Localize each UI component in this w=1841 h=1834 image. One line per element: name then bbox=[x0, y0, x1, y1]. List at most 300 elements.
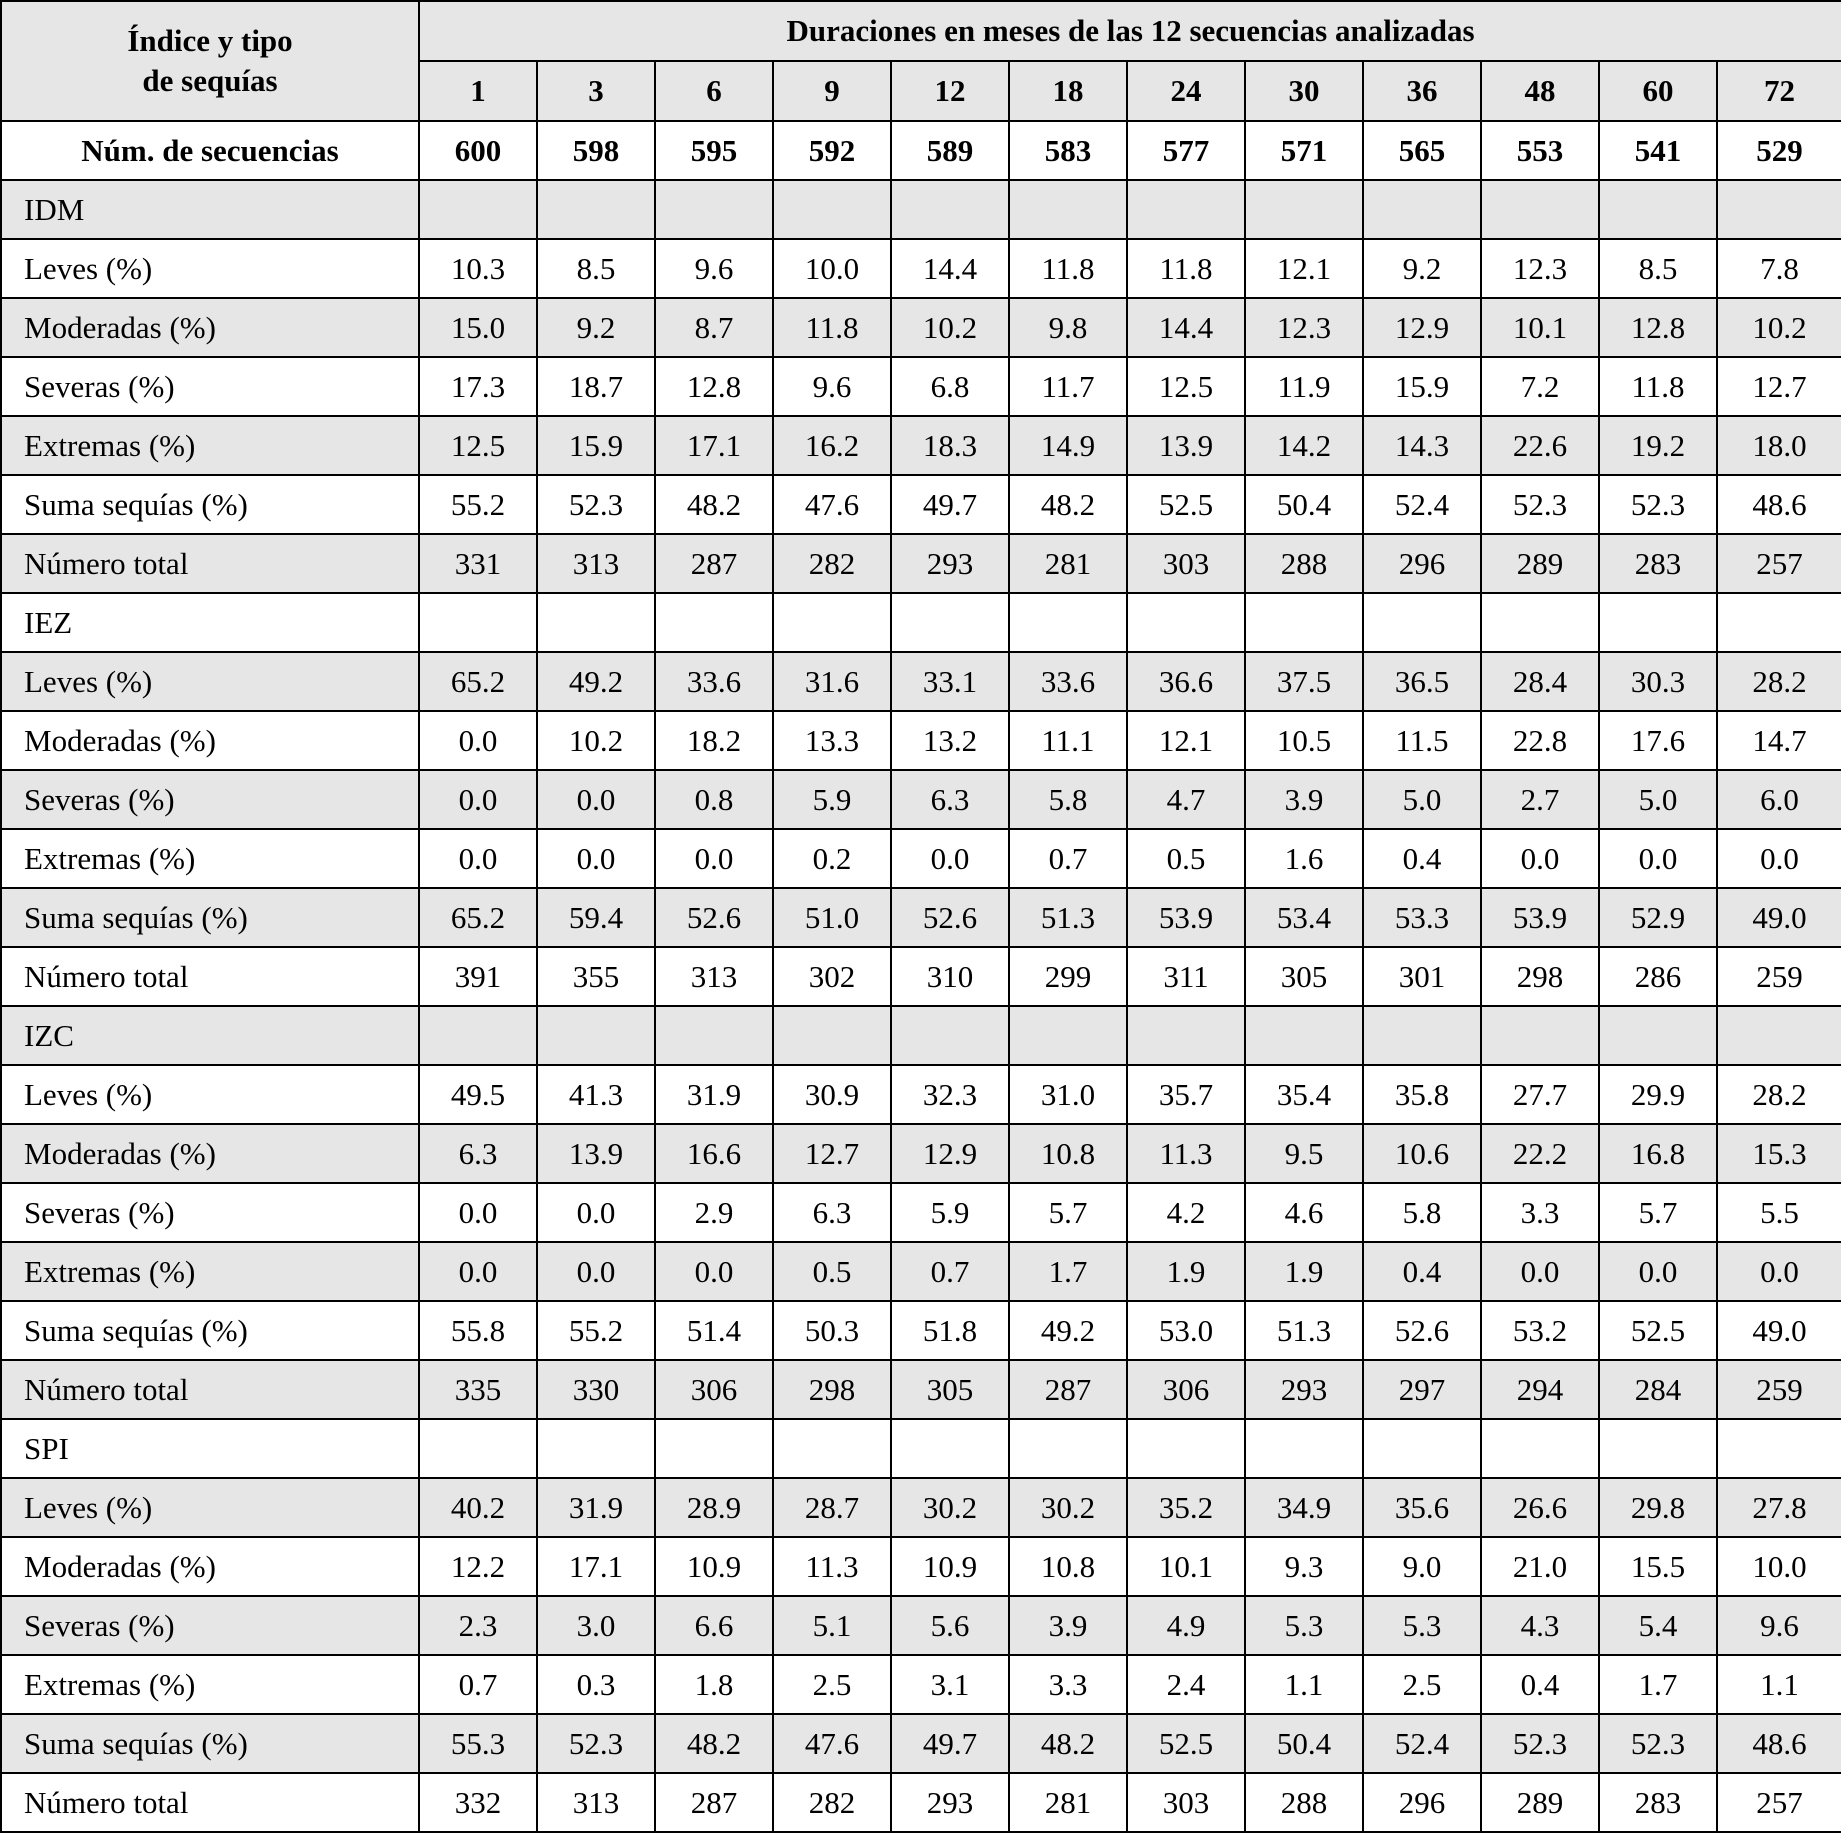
table-cell: 6.3 bbox=[891, 770, 1009, 829]
table-cell: 14.4 bbox=[891, 239, 1009, 298]
table-cell: 47.6 bbox=[773, 1714, 891, 1773]
row-label: Número total bbox=[1, 1360, 419, 1419]
table-cell: 31.0 bbox=[1009, 1065, 1127, 1124]
table-cell: 29.8 bbox=[1599, 1478, 1717, 1537]
table-cell: 11.7 bbox=[1009, 357, 1127, 416]
table-row bbox=[1, 1301, 1841, 1360]
table-row bbox=[1, 947, 1841, 1006]
table-cell: 51.8 bbox=[891, 1301, 1009, 1360]
table-cell: 259 bbox=[1717, 947, 1841, 1006]
table-cell bbox=[891, 1006, 1009, 1065]
table-cell: 14.7 bbox=[1717, 711, 1841, 770]
table-cell: 13.9 bbox=[537, 1124, 655, 1183]
table-cell: 0.0 bbox=[419, 770, 537, 829]
table-cell: 55.2 bbox=[419, 475, 537, 534]
table-cell: 27.8 bbox=[1717, 1478, 1841, 1537]
table-cell: 289 bbox=[1481, 534, 1599, 593]
table-cell: 10.3 bbox=[419, 239, 537, 298]
table-cell: 14.4 bbox=[1127, 298, 1245, 357]
table-cell: 0.0 bbox=[1481, 829, 1599, 888]
table-cell: 0.2 bbox=[773, 829, 891, 888]
table-cell: 3.0 bbox=[537, 1596, 655, 1655]
table-cell: 35.7 bbox=[1127, 1065, 1245, 1124]
table-row bbox=[1, 888, 1841, 947]
table-row bbox=[1, 1183, 1841, 1242]
table-cell: 48.2 bbox=[655, 475, 773, 534]
table-cell: 28.2 bbox=[1717, 1065, 1841, 1124]
table-cell: 297 bbox=[1363, 1360, 1481, 1419]
table-cell: 296 bbox=[1363, 1773, 1481, 1832]
table-cell: 330 bbox=[537, 1360, 655, 1419]
row-label: Leves (%) bbox=[1, 239, 419, 298]
table-cell: 48.2 bbox=[655, 1714, 773, 1773]
table-cell: 49.0 bbox=[1717, 888, 1841, 947]
table-cell: 31.9 bbox=[537, 1478, 655, 1537]
table-cell: 0.5 bbox=[773, 1242, 891, 1301]
table-cell: 14.3 bbox=[1363, 416, 1481, 475]
table-cell: 298 bbox=[1481, 947, 1599, 1006]
table-cell: 11.8 bbox=[1127, 239, 1245, 298]
table-cell: 9.6 bbox=[773, 357, 891, 416]
table-cell bbox=[537, 1419, 655, 1478]
table-cell: 28.9 bbox=[655, 1478, 773, 1537]
table-cell: 53.3 bbox=[1363, 888, 1481, 947]
table-cell: 12.1 bbox=[1245, 239, 1363, 298]
table-cell: 1.6 bbox=[1245, 829, 1363, 888]
table-cell: 10.2 bbox=[1717, 298, 1841, 357]
row-label: Número total bbox=[1, 534, 419, 593]
row-label: Severas (%) bbox=[1, 770, 419, 829]
table-cell: 52.5 bbox=[1127, 475, 1245, 534]
table-cell: 40.2 bbox=[419, 1478, 537, 1537]
table-cell: 10.9 bbox=[891, 1537, 1009, 1596]
table-cell: 14.2 bbox=[1245, 416, 1363, 475]
table-cell: 541 bbox=[1599, 121, 1717, 180]
table-cell: 0.0 bbox=[419, 1183, 537, 1242]
table-cell: 8.5 bbox=[537, 239, 655, 298]
table-cell: 5.8 bbox=[1009, 770, 1127, 829]
table-cell: 8.7 bbox=[655, 298, 773, 357]
table-cell: 11.5 bbox=[1363, 711, 1481, 770]
table-cell: 15.5 bbox=[1599, 1537, 1717, 1596]
table-cell: 52.3 bbox=[1481, 475, 1599, 534]
table-row bbox=[1, 475, 1841, 534]
table-cell: 2.5 bbox=[1363, 1655, 1481, 1714]
table-cell: 5.9 bbox=[891, 1183, 1009, 1242]
duration-header: 24 bbox=[1127, 61, 1245, 121]
table-cell: 293 bbox=[891, 534, 1009, 593]
table-cell: 0.0 bbox=[1599, 829, 1717, 888]
table-cell: 0.5 bbox=[1127, 829, 1245, 888]
table-cell: 4.9 bbox=[1127, 1596, 1245, 1655]
table-cell: 17.1 bbox=[537, 1537, 655, 1596]
table-cell bbox=[1717, 1419, 1841, 1478]
table-row bbox=[1, 829, 1841, 888]
table-cell: 52.6 bbox=[655, 888, 773, 947]
table-cell: 52.4 bbox=[1363, 475, 1481, 534]
table-cell: 583 bbox=[1009, 121, 1127, 180]
table-cell: 259 bbox=[1717, 1360, 1841, 1419]
table-cell bbox=[655, 1419, 773, 1478]
table-cell bbox=[773, 593, 891, 652]
table-row bbox=[1, 1360, 1841, 1419]
table-cell: 4.7 bbox=[1127, 770, 1245, 829]
table-cell: 22.2 bbox=[1481, 1124, 1599, 1183]
table-cell: 298 bbox=[773, 1360, 891, 1419]
table-cell: 2.7 bbox=[1481, 770, 1599, 829]
duration-header: 30 bbox=[1245, 61, 1363, 121]
table-cell bbox=[419, 1419, 537, 1478]
table-cell: 48.2 bbox=[1009, 475, 1127, 534]
table-cell: 18.0 bbox=[1717, 416, 1841, 475]
table-cell: 52.4 bbox=[1363, 1714, 1481, 1773]
table-cell: 592 bbox=[773, 121, 891, 180]
table-cell bbox=[1717, 593, 1841, 652]
table-cell: 595 bbox=[655, 121, 773, 180]
table-cell: 35.2 bbox=[1127, 1478, 1245, 1537]
table-cell bbox=[1717, 1006, 1841, 1065]
table-cell: 305 bbox=[1245, 947, 1363, 1006]
row-label: Leves (%) bbox=[1, 652, 419, 711]
table-cell bbox=[891, 593, 1009, 652]
table-cell: 52.3 bbox=[537, 475, 655, 534]
table-cell: 11.3 bbox=[773, 1537, 891, 1596]
table-cell: 332 bbox=[419, 1773, 537, 1832]
section-name: IEZ bbox=[1, 593, 419, 652]
table-cell: 0.0 bbox=[1481, 1242, 1599, 1301]
corner-label-line2: de sequías bbox=[142, 63, 278, 98]
table-cell: 6.3 bbox=[419, 1124, 537, 1183]
table-cell: 53.9 bbox=[1127, 888, 1245, 947]
table-cell: 313 bbox=[537, 1773, 655, 1832]
table-cell: 553 bbox=[1481, 121, 1599, 180]
table-cell: 282 bbox=[773, 1773, 891, 1832]
table-cell: 26.6 bbox=[1481, 1478, 1599, 1537]
table-cell: 4.2 bbox=[1127, 1183, 1245, 1242]
section-name: IZC bbox=[1, 1006, 419, 1065]
table-cell: 283 bbox=[1599, 534, 1717, 593]
section-name: SPI bbox=[1, 1419, 419, 1478]
section-name: IDM bbox=[1, 180, 419, 239]
table-cell: 16.6 bbox=[655, 1124, 773, 1183]
table-cell: 32.3 bbox=[891, 1065, 1009, 1124]
table-cell: 18.3 bbox=[891, 416, 1009, 475]
table-cell: 35.8 bbox=[1363, 1065, 1481, 1124]
table-cell: 0.0 bbox=[537, 1183, 655, 1242]
table-cell: 5.7 bbox=[1599, 1183, 1717, 1242]
table-cell: 13.2 bbox=[891, 711, 1009, 770]
table-cell bbox=[773, 1006, 891, 1065]
table-cell: 6.6 bbox=[655, 1596, 773, 1655]
table-cell: 2.5 bbox=[773, 1655, 891, 1714]
table-cell: 50.4 bbox=[1245, 475, 1363, 534]
table-cell bbox=[1363, 1419, 1481, 1478]
table-cell bbox=[1127, 180, 1245, 239]
table-cell: 288 bbox=[1245, 534, 1363, 593]
table-cell: 0.0 bbox=[537, 1242, 655, 1301]
table-cell: 53.4 bbox=[1245, 888, 1363, 947]
table-cell: 28.2 bbox=[1717, 652, 1841, 711]
table-cell: 50.3 bbox=[773, 1301, 891, 1360]
table-row bbox=[1, 1124, 1841, 1183]
table-cell: 0.3 bbox=[537, 1655, 655, 1714]
row-label: Número total bbox=[1, 947, 419, 1006]
table-cell bbox=[1363, 180, 1481, 239]
table-cell: 310 bbox=[891, 947, 1009, 1006]
table-cell: 9.0 bbox=[1363, 1537, 1481, 1596]
table-cell: 7.8 bbox=[1717, 239, 1841, 298]
table-cell: 53.2 bbox=[1481, 1301, 1599, 1360]
durations-title: Duraciones en meses de las 12 secuencias analizadas bbox=[419, 1, 1841, 61]
table-cell: 11.8 bbox=[773, 298, 891, 357]
table-cell: 1.8 bbox=[655, 1655, 773, 1714]
table-cell: 12.9 bbox=[891, 1124, 1009, 1183]
table-row bbox=[1, 1242, 1841, 1301]
table-cell: 311 bbox=[1127, 947, 1245, 1006]
table-cell: 288 bbox=[1245, 1773, 1363, 1832]
table-cell: 15.9 bbox=[1363, 357, 1481, 416]
table-cell: 9.3 bbox=[1245, 1537, 1363, 1596]
table-cell: 283 bbox=[1599, 1773, 1717, 1832]
table-cell: 10.8 bbox=[1009, 1124, 1127, 1183]
table-cell: 12.1 bbox=[1127, 711, 1245, 770]
table-cell: 3.1 bbox=[891, 1655, 1009, 1714]
table-cell: 49.2 bbox=[1009, 1301, 1127, 1360]
table-cell: 51.4 bbox=[655, 1301, 773, 1360]
table-cell: 30.9 bbox=[773, 1065, 891, 1124]
table-cell: 52.3 bbox=[537, 1714, 655, 1773]
table-cell bbox=[1599, 1419, 1717, 1478]
table-cell: 65.2 bbox=[419, 888, 537, 947]
table-cell: 9.2 bbox=[537, 298, 655, 357]
table-cell: 0.0 bbox=[655, 829, 773, 888]
table-cell: 49.2 bbox=[537, 652, 655, 711]
table-cell: 53.9 bbox=[1481, 888, 1599, 947]
table-cell: 1.1 bbox=[1245, 1655, 1363, 1714]
table-cell: 33.6 bbox=[655, 652, 773, 711]
table-cell: 51.0 bbox=[773, 888, 891, 947]
corner-header bbox=[1, 1, 419, 121]
table-cell bbox=[1599, 180, 1717, 239]
row-label: Leves (%) bbox=[1, 1065, 419, 1124]
table-cell: 5.7 bbox=[1009, 1183, 1127, 1242]
table-cell: 15.9 bbox=[537, 416, 655, 475]
table-cell: 0.0 bbox=[419, 829, 537, 888]
table-cell: 36.6 bbox=[1127, 652, 1245, 711]
table-cell: 296 bbox=[1363, 534, 1481, 593]
table-row bbox=[1, 239, 1841, 298]
table-cell: 293 bbox=[1245, 1360, 1363, 1419]
table-cell: 13.9 bbox=[1127, 416, 1245, 475]
sequences-label: Núm. de secuencias bbox=[1, 121, 419, 180]
table-cell: 2.4 bbox=[1127, 1655, 1245, 1714]
table-cell: 10.0 bbox=[1717, 1537, 1841, 1596]
table-cell: 28.4 bbox=[1481, 652, 1599, 711]
duration-header: 36 bbox=[1363, 61, 1481, 121]
table-cell: 10.0 bbox=[773, 239, 891, 298]
table-row bbox=[1, 652, 1841, 711]
table-cell: 289 bbox=[1481, 1773, 1599, 1832]
table-cell bbox=[1009, 593, 1127, 652]
header-row-title bbox=[1, 1, 1841, 61]
table-cell: 294 bbox=[1481, 1360, 1599, 1419]
table-cell: 31.6 bbox=[773, 652, 891, 711]
table-cell: 12.5 bbox=[1127, 357, 1245, 416]
duration-header: 6 bbox=[655, 61, 773, 121]
table-cell: 12.7 bbox=[773, 1124, 891, 1183]
table-cell: 391 bbox=[419, 947, 537, 1006]
table-cell: 7.2 bbox=[1481, 357, 1599, 416]
table-cell: 302 bbox=[773, 947, 891, 1006]
table-row bbox=[1, 1714, 1841, 1773]
table-cell bbox=[1245, 1419, 1363, 1478]
row-label: Número total bbox=[1, 1773, 419, 1832]
table-row bbox=[1, 711, 1841, 770]
table-cell: 33.6 bbox=[1009, 652, 1127, 711]
table-cell: 5.6 bbox=[891, 1596, 1009, 1655]
duration-header: 1 bbox=[419, 61, 537, 121]
table-cell bbox=[1481, 180, 1599, 239]
table-cell: 287 bbox=[655, 534, 773, 593]
table-cell bbox=[537, 593, 655, 652]
table-cell: 6.3 bbox=[773, 1183, 891, 1242]
table-cell: 12.5 bbox=[419, 416, 537, 475]
table-cell: 10.2 bbox=[891, 298, 1009, 357]
table-cell bbox=[1127, 593, 1245, 652]
table-cell: 565 bbox=[1363, 121, 1481, 180]
table-cell: 30.2 bbox=[891, 1478, 1009, 1537]
table-cell: 29.9 bbox=[1599, 1065, 1717, 1124]
table-cell: 53.0 bbox=[1127, 1301, 1245, 1360]
table-cell: 284 bbox=[1599, 1360, 1717, 1419]
table-cell: 28.7 bbox=[773, 1478, 891, 1537]
corner-label-line1: Índice y tipo bbox=[127, 22, 293, 58]
table-cell: 335 bbox=[419, 1360, 537, 1419]
table-cell: 1.1 bbox=[1717, 1655, 1841, 1714]
row-label: Severas (%) bbox=[1, 357, 419, 416]
table-cell: 48.2 bbox=[1009, 1714, 1127, 1773]
table-cell: 2.3 bbox=[419, 1596, 537, 1655]
table-cell: 0.7 bbox=[891, 1242, 1009, 1301]
table-cell: 55.3 bbox=[419, 1714, 537, 1773]
row-label: Moderadas (%) bbox=[1, 1124, 419, 1183]
table-cell: 11.1 bbox=[1009, 711, 1127, 770]
table-cell bbox=[537, 1006, 655, 1065]
table-cell: 31.9 bbox=[655, 1065, 773, 1124]
table-cell: 33.1 bbox=[891, 652, 1009, 711]
table-cell: 281 bbox=[1009, 1773, 1127, 1832]
duration-header: 18 bbox=[1009, 61, 1127, 121]
table-cell bbox=[1009, 180, 1127, 239]
table-cell: 8.5 bbox=[1599, 239, 1717, 298]
table-cell: 19.2 bbox=[1599, 416, 1717, 475]
table-cell: 9.6 bbox=[1717, 1596, 1841, 1655]
row-label: Extremas (%) bbox=[1, 416, 419, 475]
table-cell: 529 bbox=[1717, 121, 1841, 180]
table-row bbox=[1, 770, 1841, 829]
table-cell: 286 bbox=[1599, 947, 1717, 1006]
table-cell: 11.8 bbox=[1009, 239, 1127, 298]
table-cell: 3.3 bbox=[1481, 1183, 1599, 1242]
table-cell bbox=[1009, 1006, 1127, 1065]
table-cell: 12.9 bbox=[1363, 298, 1481, 357]
table-cell: 15.3 bbox=[1717, 1124, 1841, 1183]
table-cell: 11.9 bbox=[1245, 357, 1363, 416]
table-cell: 37.5 bbox=[1245, 652, 1363, 711]
table-cell: 5.9 bbox=[773, 770, 891, 829]
table-cell: 52.6 bbox=[891, 888, 1009, 947]
row-label: Extremas (%) bbox=[1, 1655, 419, 1714]
table-cell: 303 bbox=[1127, 1773, 1245, 1832]
table-cell bbox=[1717, 180, 1841, 239]
table-cell: 0.7 bbox=[1009, 829, 1127, 888]
table-cell: 55.2 bbox=[537, 1301, 655, 1360]
table-cell bbox=[655, 593, 773, 652]
table-cell: 27.7 bbox=[1481, 1065, 1599, 1124]
table-row bbox=[1, 1773, 1841, 1832]
table-cell: 0.0 bbox=[537, 770, 655, 829]
table-cell: 11.8 bbox=[1599, 357, 1717, 416]
table-cell bbox=[891, 180, 1009, 239]
row-label: Leves (%) bbox=[1, 1478, 419, 1537]
table-cell bbox=[1127, 1419, 1245, 1478]
table-cell: 306 bbox=[655, 1360, 773, 1419]
section-header-row bbox=[1, 1419, 1841, 1478]
table-cell: 0.0 bbox=[655, 1242, 773, 1301]
table-cell: 34.9 bbox=[1245, 1478, 1363, 1537]
table-cell: 0.0 bbox=[1599, 1242, 1717, 1301]
table-cell bbox=[419, 1006, 537, 1065]
table-cell: 577 bbox=[1127, 121, 1245, 180]
table-cell bbox=[1481, 593, 1599, 652]
duration-header: 12 bbox=[891, 61, 1009, 121]
table-cell: 18.2 bbox=[655, 711, 773, 770]
table-cell: 14.9 bbox=[1009, 416, 1127, 475]
table-cell: 10.5 bbox=[1245, 711, 1363, 770]
duration-header: 60 bbox=[1599, 61, 1717, 121]
table-cell: 5.8 bbox=[1363, 1183, 1481, 1242]
table-row bbox=[1, 357, 1841, 416]
table-cell: 287 bbox=[655, 1773, 773, 1832]
table-cell: 3.9 bbox=[1245, 770, 1363, 829]
section-header-row bbox=[1, 180, 1841, 239]
table-cell bbox=[1245, 1006, 1363, 1065]
table-cell: 49.7 bbox=[891, 475, 1009, 534]
table-cell: 17.3 bbox=[419, 357, 537, 416]
table-cell bbox=[1599, 593, 1717, 652]
table-cell bbox=[1245, 180, 1363, 239]
table-cell: 5.0 bbox=[1599, 770, 1717, 829]
table-cell: 52.9 bbox=[1599, 888, 1717, 947]
table-cell: 0.0 bbox=[1717, 1242, 1841, 1301]
table-cell: 3.9 bbox=[1009, 1596, 1127, 1655]
table-cell bbox=[1481, 1419, 1599, 1478]
table-cell: 305 bbox=[891, 1360, 1009, 1419]
table-cell: 5.1 bbox=[773, 1596, 891, 1655]
table-cell bbox=[1363, 1006, 1481, 1065]
table-cell: 0.4 bbox=[1481, 1655, 1599, 1714]
table-cell: 35.4 bbox=[1245, 1065, 1363, 1124]
duration-header: 9 bbox=[773, 61, 891, 121]
table-cell: 30.3 bbox=[1599, 652, 1717, 711]
row-label: Severas (%) bbox=[1, 1596, 419, 1655]
table-row bbox=[1, 298, 1841, 357]
table-cell: 9.8 bbox=[1009, 298, 1127, 357]
table-row bbox=[1, 534, 1841, 593]
duration-header: 72 bbox=[1717, 61, 1841, 121]
table-cell: 301 bbox=[1363, 947, 1481, 1006]
table-cell: 0.7 bbox=[419, 1655, 537, 1714]
